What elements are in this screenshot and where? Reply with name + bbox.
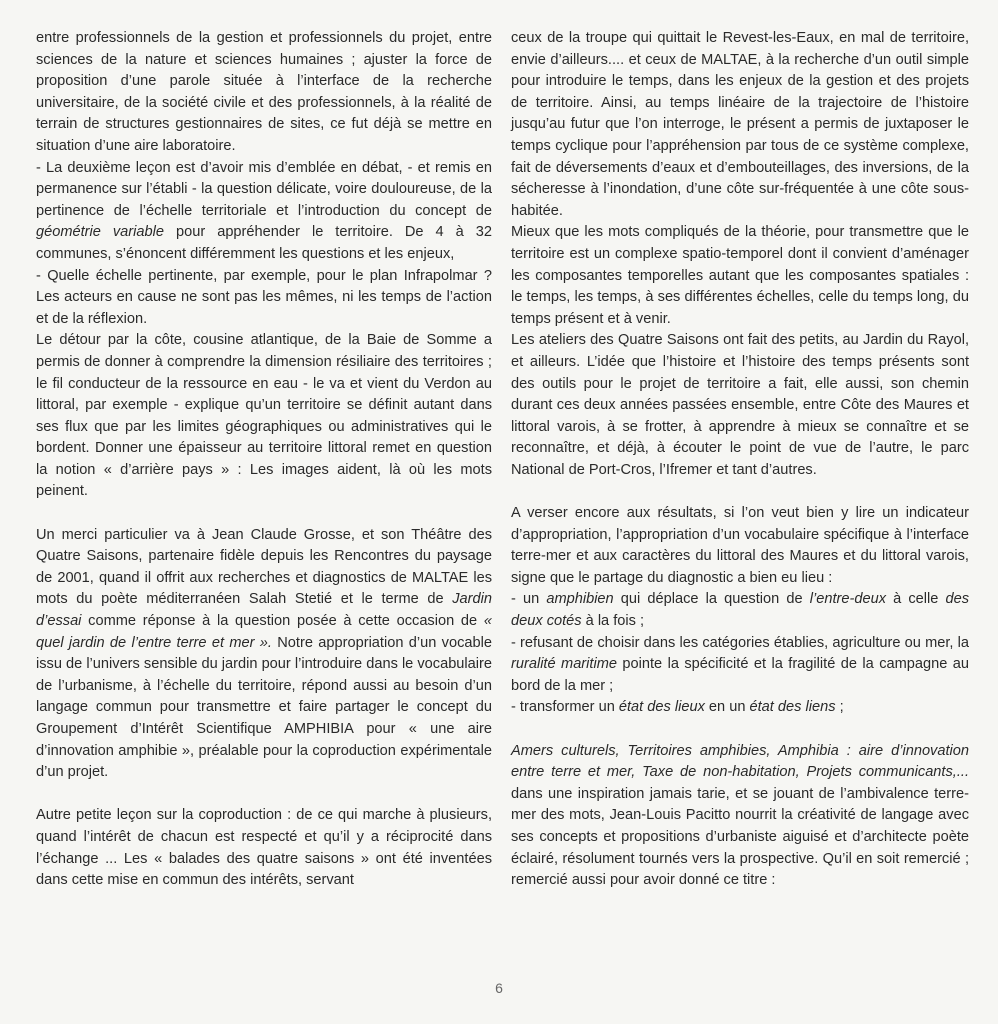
italic-term: amphibien [546, 591, 614, 608]
paragraph: ceux de la troupe qui quittait le Revest-les-Eaux, en mal de territoire, envie d’ailleurs.... et ceux de MALTAE, à la recherche d’un outil simple pour introduire le temps, dans les enjeux de la gestion et des projets de territoire. Ainsi, au temps linéaire de la trajectoire de l’histoire jusqu’au futur que l’on interroge, le présent a permis de juxtaposer le temps cyclique pour l’appréhension par tous de ce système complexe, fait de déversements d’eaux et d’embouteillages, des inversions, de la sécheresse à l’inondation, d’une côte sur-fréquentée à une côte sous-habitée. [511, 30, 969, 219]
bullet-item [511, 633, 969, 698]
text-run: Notre appropriation d’un vocable issu de l’univers sensible du jardin pour l’introduire dans le vocabulaire de l’urbanisme, à l’échelle du territoire, répond aussi au besoin d’un langage commun pour transmettre et faire partager le concept du Groupement d’Intérêt Scientifique AMPHIBIA pour « une aire d’innovation amphibie », préalable pour la coproduction expérimentale d’un projet. [36, 634, 492, 781]
text-run: - transformer un [511, 699, 619, 716]
page-number: 6 [495, 980, 503, 996]
text-run: à celle [886, 591, 946, 608]
paragraph: Mieux que les mots compliqués de la théorie, pour transmettre que le territoire est un complexe spatio-temporel dont il convient d’aménager les composantes temporelles autant que les composantes spatiales : le temps, les temps, à ses différentes échelles, celle du temps long, du temps présent et à venir. [511, 224, 969, 327]
bullet-item [511, 697, 969, 719]
paragraph: Les ateliers des Quatre Saisons ont fait des petits, au Jardin du Rayol, et ailleurs. L’idée que l’histoire et l’histoire des temps présents sont des outils pour le projet de territoire a fait, elle aussi, son chemin durant ces deux années passées ensemble, entre Côte des Maures et littoral varois, à se frotter, à apprendre à mieux se connaître et se reconnaître, et déjà, à écouter le point de vue de l’autre, le parc National de Port-Cros, l’Ifremer et tant d’autres. [511, 332, 969, 478]
paragraph: A verser encore aux résultats, si l’on veut bien y lire un indicateur d’appropriation, l’appropriation d’un vocabulaire spécifique à l’interface terre-mer et aux caractères du littoral des Maures et du littoral varois, signe que le partage du diagnostic a bien eu lieu : [511, 505, 969, 586]
text-run: qui déplace la question de [613, 591, 810, 608]
text-run: pointe la spécificité et la fragilité de la campagne au bord de la mer ; [511, 656, 969, 694]
italic-term: état des liens [749, 699, 836, 716]
text-run: Un merci particulier va à Jean Claude Grosse, et son Théâtre des Quatre Saisons, partenaire fidèle depuis les Rencontres du paysage de 2001, quand il offrit aux recherches et diagnostics de MALTAE les mots du poète méditerranéen Salah Stetié et le terme de [36, 526, 492, 608]
bullet-item [511, 589, 969, 632]
text-run: - refusant de choisir dans les catégories établies, agriculture ou mer, la [511, 634, 969, 651]
italic-term: Jardin d’essai [36, 591, 492, 630]
text-run: dans une inspiration jamais tarie, et se jouant de l’ambivalence terre-mer des mots, Jean-Louis Pacitto nourrit la créativité de langage avec ses concepts et propositions d’urbaniste aiguisé et d’architecte poète éclairé, résolument tournés vers la prospective. Qu’il en soit remercié ; remercié aussi pour avoir donné ce titre : [511, 785, 969, 889]
text-run: en un [704, 699, 750, 716]
italic-term: ruralité maritime [511, 656, 617, 673]
text-run: comme réponse à la question posée à cette occasion de [81, 613, 484, 630]
text-run: pour appréhender le territoire. De 4 à 32 communes, s’énoncent différemment les questions et les enjeux, [36, 224, 492, 262]
text-run: ; [835, 699, 844, 716]
italic-term: « quel jardin de l’entre terre et mer ». [36, 613, 492, 651]
paragraph: entre professionnels de la gestion et professionnels du projet, entre sciences de la nature et sciences humaines ; ajuster la force de proposition d’une parole située à l’interface de la recherche universitaire, de la société civile et des professionnels, à la réalité de terrain de structures gestionnaires de sites, ce fut déjà se mettre en situation d’une aire laboratoire. [36, 30, 492, 154]
paragraph: - Quelle échelle pertinente, par exemple, pour le plan Infrapolmar ? Les acteurs en cause ne sont pas les mêmes, ni les temps de l’action et de la réflexion. [36, 267, 492, 327]
paragraph [511, 741, 969, 892]
italic-term: l’entre-deux [809, 591, 886, 608]
paragraph [36, 158, 492, 266]
text-run: - un [511, 591, 547, 608]
italic-term: état des lieux [618, 699, 705, 716]
paragraph: Autre petite leçon sur la coproduction : de ce qui marche à plusieurs, quand l’intérêt de chacun est respecté et qu’il y a réciprocité dans l’échange ... Les « balades des quatre saisons » ont été inventées dans cette mise en commun des intérêts, servant [36, 807, 492, 889]
italic-term: Amers culturels, Territoires amphibies, Amphibia : aire d’innovation entre terre et mer, Taxe de non-habitation, Projets communicants,... [511, 742, 969, 781]
text-run: - La deuxième leçon est d’avoir mis d’emblée en débat, - et remis en permanence sur l’établi - la question délicate, voire douloureuse, de la pertinence de l’échelle territoriale et l’introduction du concept de [36, 159, 492, 219]
paragraph: Le détour par la côte, cousine atlantique, de la Baie de Somme a permis de donner à comprendre la dimension résiliaire des territoires ; le fil conducteur de la ressource en eau - le va et vient du Verdon au littoral, par exemple - explique qu’un territoire se définit autant dans ses flux que par les limites géographiques ou administratives qui le bordent. Donner une épaisseur au territoire littoral remet en question la notion « d’arrière pays » : Les images aident, là où les mots peinent. [36, 332, 492, 500]
paragraph [36, 525, 492, 784]
left-column [36, 28, 492, 892]
italic-term: des deux cotés [511, 591, 970, 630]
italic-term: géométrie variable [36, 224, 164, 241]
text-run: à la fois ; [581, 613, 645, 630]
right-column [511, 28, 969, 892]
